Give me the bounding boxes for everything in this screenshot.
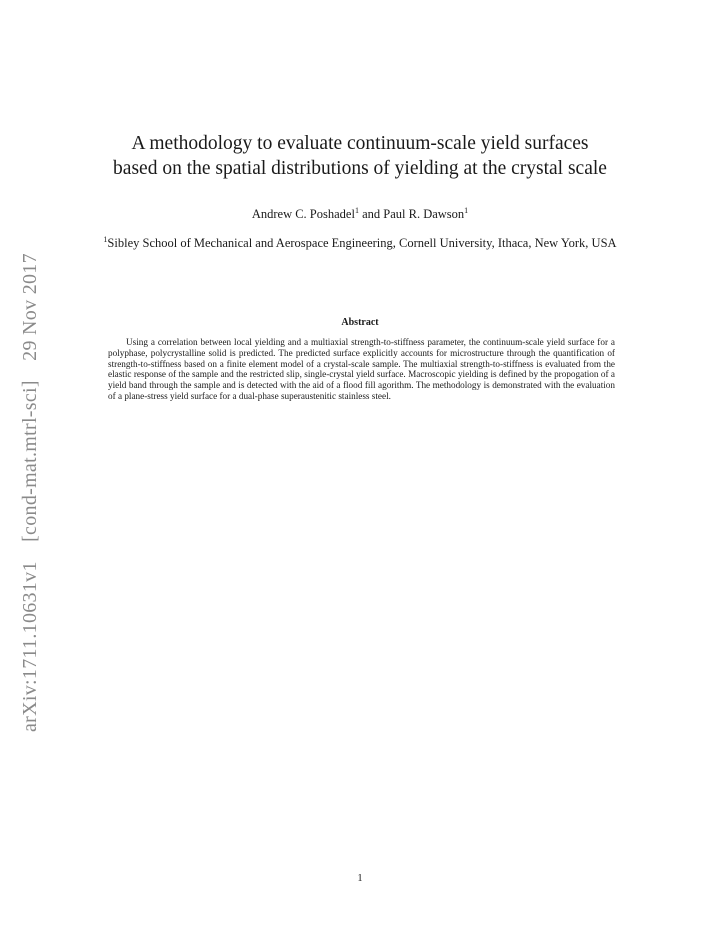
affiliation-text: Sibley School of Mechanical and Aerospace Engineering, Cornell University, Ithaca, New York, USA (107, 236, 617, 250)
author-separator: and (358, 207, 384, 221)
affiliation-marker: 1 (464, 206, 469, 215)
arxiv-date: 29 Nov 2017 (19, 253, 41, 361)
abstract-heading: Abstract (341, 317, 379, 328)
author-affiliation (80, 236, 640, 251)
author-name: Andrew C. Poshadel (251, 207, 355, 221)
affiliation-marker: 1 (354, 206, 359, 215)
author-name: Paul R. Dawson (383, 207, 465, 221)
title-line-2: based on the spatial distributions of yielding at the crystal scale (113, 158, 607, 179)
paper-title (60, 131, 660, 181)
arxiv-category: [cond-mat.mtrl-sci] (19, 380, 41, 542)
affiliation-marker: 1 (103, 235, 108, 244)
arxiv-sidebar-stamp (15, 192, 45, 732)
arxiv-identifier: arXiv:1711.10631v1 (19, 561, 41, 732)
abstract-text: Using a correlation between local yielding and a multiaxial strength-to-stiffness parameter, the continuum-scale yield surface for a polyphase, polycrystalline solid is predicted. The predicted surface explicitly accounts for microstructure through the quantification of strength-to-stiffness based on a finite element model of a crystal-scale sample. The multiaxial strength-to-stiffness is evaluated from the elastic response of the sample and the restricted slip, single-crystal yield surface. Macroscopic yielding is defined by the propogation of a yield band through the sample and is detected with the aid of a flood fill agorithm. The methodology is demonstrated with the evaluation of a plane-stress yield surface for a dual-phase superaustenitic stainless steel. (108, 337, 615, 401)
page-number: 1 (357, 873, 363, 884)
author-list (60, 206, 660, 222)
title-line-1: A methodology to evaluate continuum-scale yield surfaces (131, 133, 589, 154)
